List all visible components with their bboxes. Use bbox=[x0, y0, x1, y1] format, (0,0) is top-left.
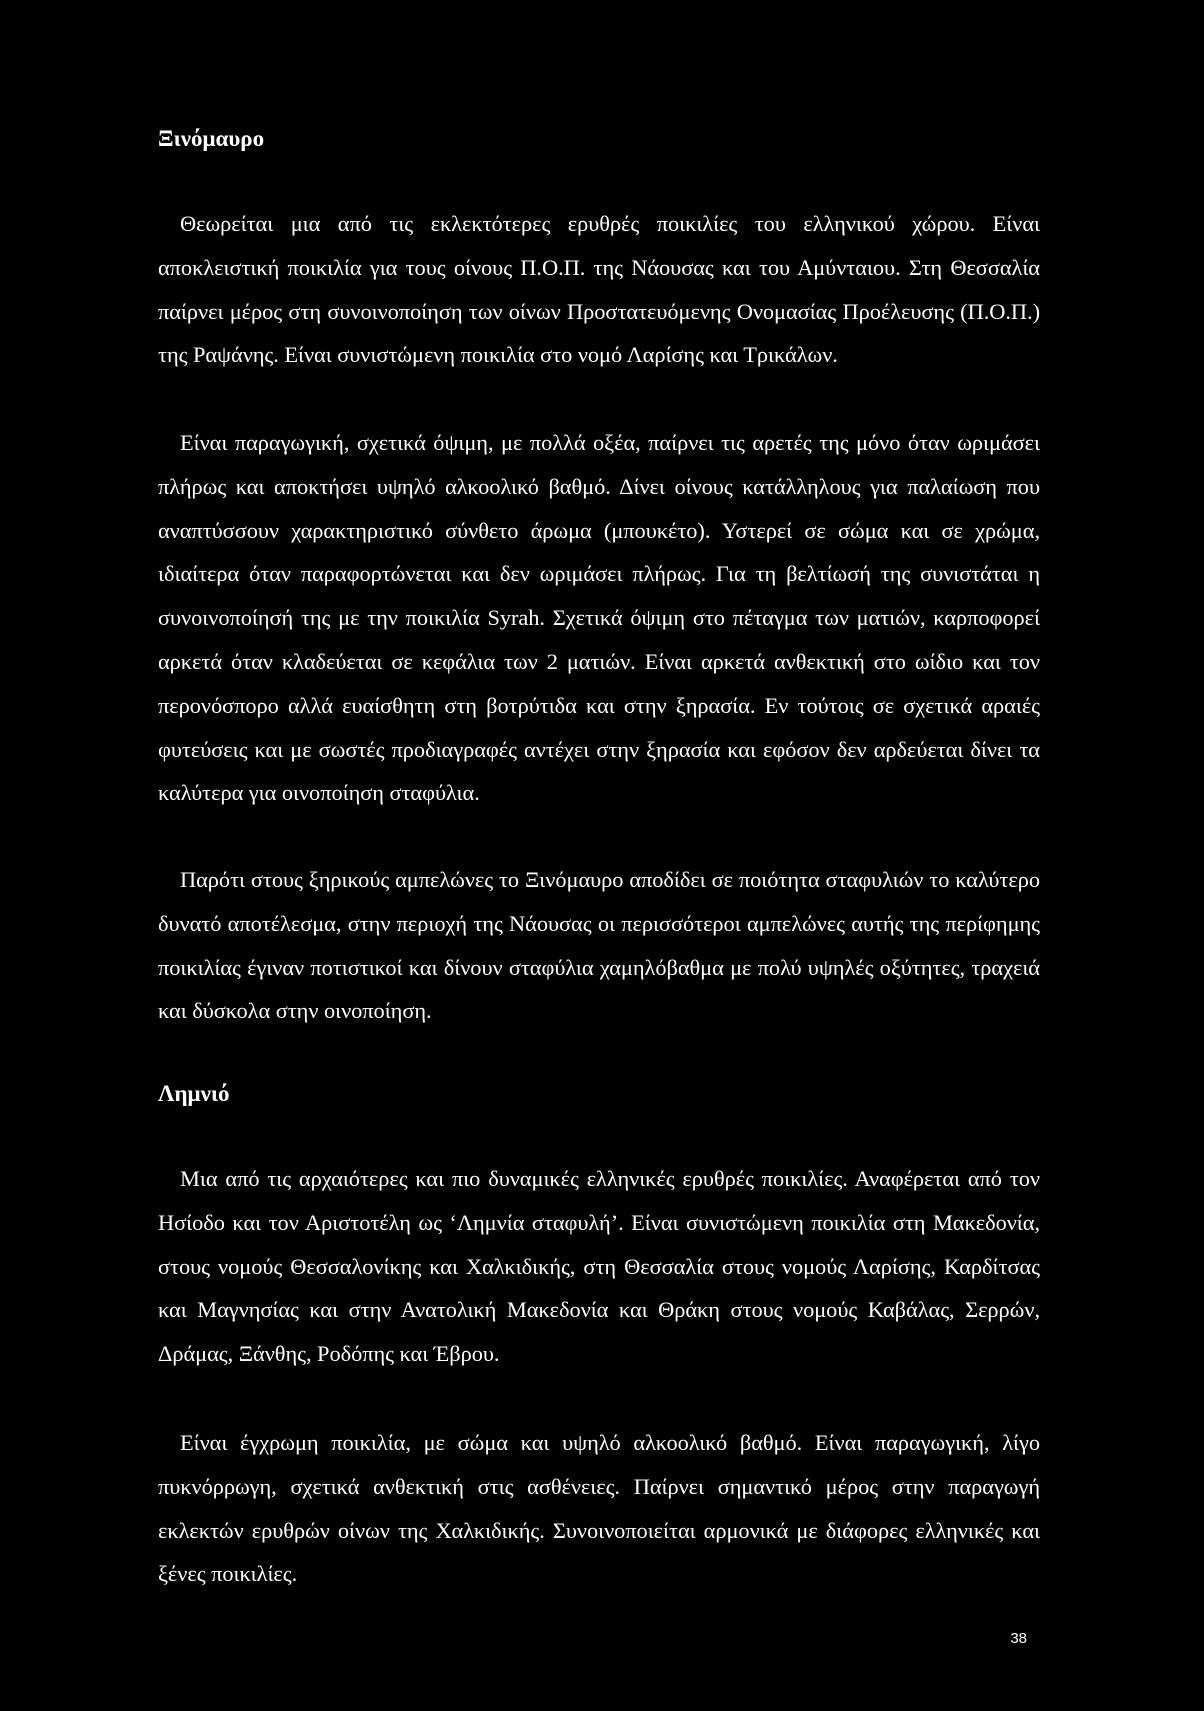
section-title-limnio: Λημνιό bbox=[158, 1081, 230, 1106]
page-number: 38 bbox=[1010, 1630, 1027, 1647]
section-title-xinomavro: Ξινόμαυρο bbox=[158, 126, 265, 151]
paragraph-xinomavro-characteristics: Είναι παραγωγική, σχετικά όψιμη, με πολλά οξέα, παίρνει τις αρετές της μόνο όταν ωριμάσει πλήρως και αποκτήσει υψηλό αλκοολικό βαθμό. Δίνει οίνους κατάλληλους για παλαίωση που αναπτύσσουν χαρακτηριστικό σύνθετο άρωμα (μπουκέτο). Υστερεί σε σώμα και σε χρώμα, ιδιαίτερα όταν παραφορτώνεται και δεν ωριμάσει πλήρως. Για τη βελτίωσή της συνιστάται η συνοινοποίησή της με την ποικιλία Syrah. Σχετικά όψιμη στο πέταγμα των ματιών, καρποφορεί αρκετά όταν κλαδεύεται σε κεφάλια των 2 ματιών. Είναι αρκετά ανθεκτική στο ωίδιο και τον περονόσπορο αλλά ευαίσθητη στη βοτρύτιδα και στην ξηρασία. Εν τούτοις σε σχετικά αραιές φυτεύσεις και με σωστές προδιαγραφές αντέχει στην ξηρασία και εφόσον δεν αρδεύεται δίνει τα καλύτερα για οινοποίηση σταφύλια. bbox=[158, 430, 1040, 806]
paragraph-limnio-characteristics: Είναι έγχρωμη ποικιλία, με σώμα και υψηλό αλκοολικό βαθμό. Είναι παραγωγική, λίγο πυκνόρρωγη, σχετικά ανθεκτική στις ασθένειες. Παίρνει σημαντικό μέρος στην παραγωγή εκλεκτών ερυθρών οίνων της Χαλκιδικής. Συνοινοποιείται αρμονικά με διάφορες ελληνικές και ξένες ποικιλίες. bbox=[158, 1430, 1040, 1587]
paragraph-limnio-intro: Μια από τις αρχαιότερες και πιο δυναμικές ελληνικές ερυθρές ποικιλίες. Αναφέρεται από τον Ησίοδο και τον Αριστοτέλη ως ‘Λημνία σταφυλή’. Είναι συνιστώμενη ποικιλία στη Μακεδονία, στους νομούς Θεσσαλονίκης και Χαλκιδικής, στη Θεσσαλία στους νομούς Λαρίσης, Καρδίτσας και Μαγνησίας και στην Ανατολική Μακεδονία και Θράκη στους νομούς Καβάλας, Σερρών, Δράμας, Ξάνθης, Ροδόπης και Έβρου. bbox=[158, 1166, 1040, 1367]
paragraph-xinomavro-vineyards: Παρότι στους ξηρικούς αμπελώνες το Ξινόμαυρο αποδίδει σε ποιότητα σταφυλιών το καλύτερο δυνατό αποτέλεσμα, στην περιοχή της Νάουσας οι περισσότεροι αμπελώνες αυτής της περίφημης ποικιλίας έγιναν ποτιστικοί και δίνουν σταφύλια χαμηλόβαθμα με πολύ υψηλές οξύτητες, τραχειά και δύσκολα στην οινοποίηση. bbox=[158, 867, 1040, 1024]
paragraph-xinomavro-intro: Θεωρείται μια από τις εκλεκτότερες ερυθρές ποικιλίες του ελληνικού χώρου. Είναι αποκλειστική ποικιλία για τους οίνους Π.Ο.Π. της Νάουσας και του Αμύνταιου. Στη Θεσσαλία παίρνει μέρος στη συνοινοποίηση των οίνων Προστατευόμενης Ονομασίας Προέλευσης (Π.Ο.Π.) της Ραψάνης. Είναι συνιστώμενη ποικιλία στο νομό Λαρίσης και Τρικάλων. bbox=[158, 211, 1040, 368]
